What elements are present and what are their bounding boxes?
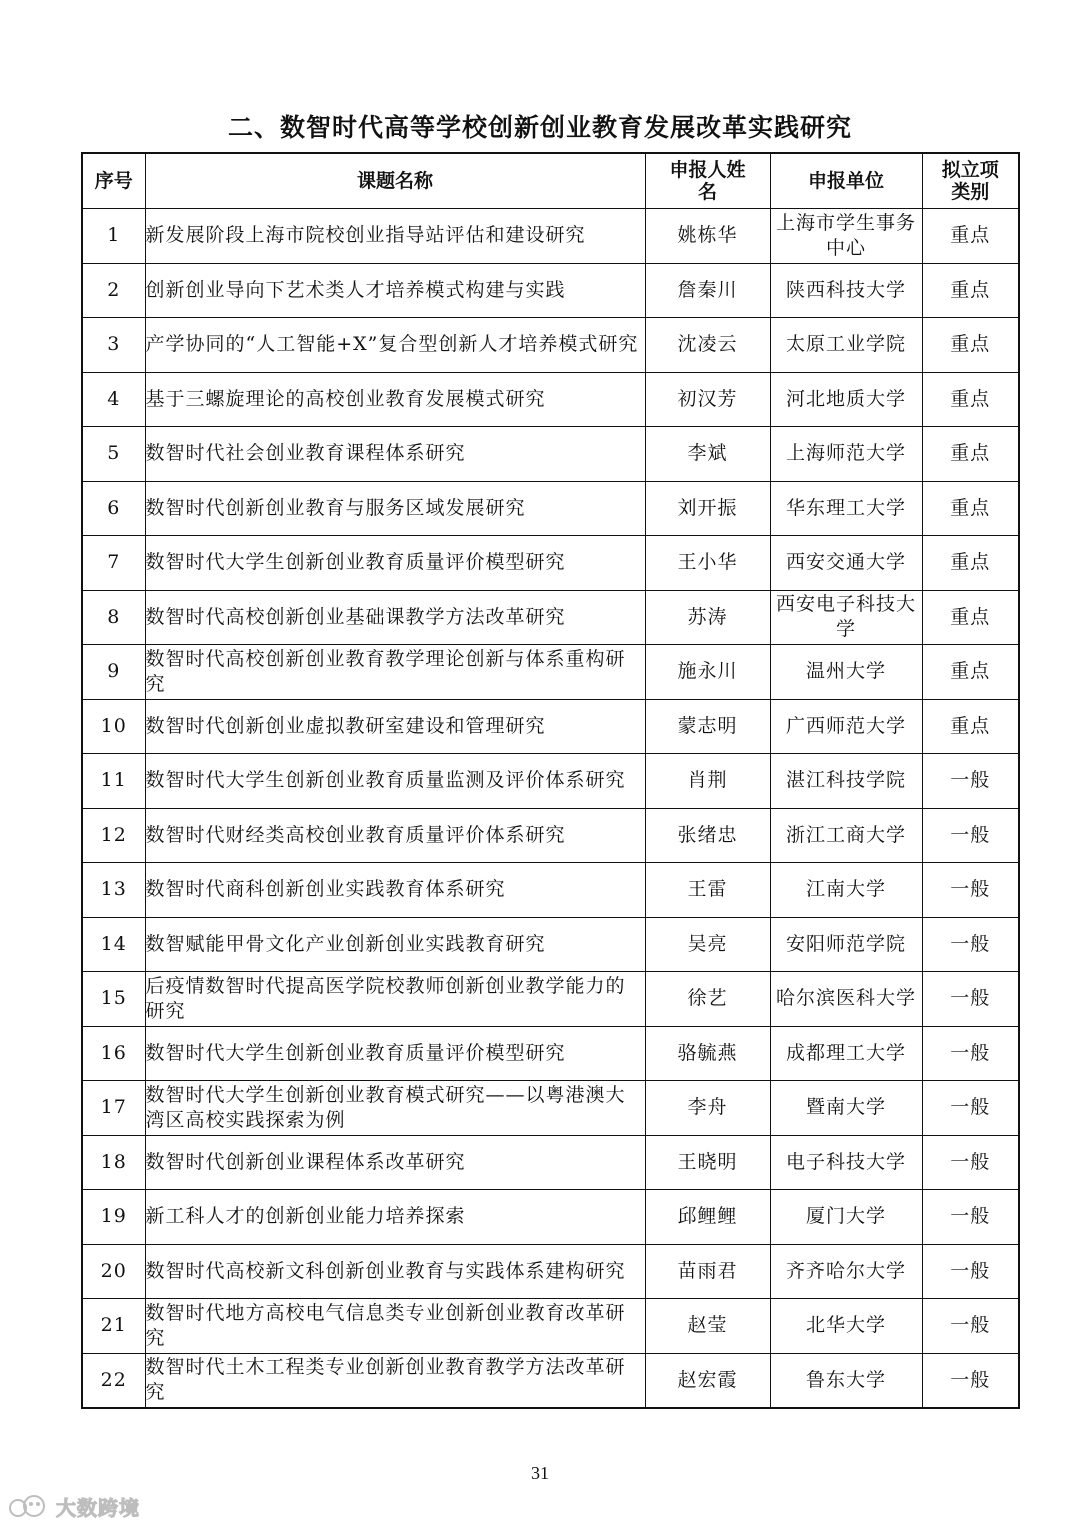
category-cell: 一般 — [922, 1244, 1019, 1299]
serial-cell: 5 — [82, 427, 145, 482]
table-row — [82, 1299, 1019, 1354]
topic-cell: 数智时代大学生创新创业教育质量评价模型研究 — [145, 536, 645, 591]
category-cell: 一般 — [922, 917, 1019, 972]
serial-cell: 19 — [82, 1190, 145, 1245]
table-row — [82, 808, 1019, 863]
unit-cell: 北华大学 — [770, 1299, 922, 1354]
category-cell: 重点 — [922, 427, 1019, 482]
topic-cell: 数智时代创新创业教育与服务区域发展研究 — [145, 481, 645, 536]
topic-cell: 数智时代高校创新创业教育教学理论创新与体系重构研究 — [145, 645, 645, 700]
watermark-text: 大数跨境 — [56, 1495, 140, 1520]
table-row — [82, 372, 1019, 427]
header-applicant: 申报人姓名 — [645, 153, 770, 209]
serial-cell: 15 — [82, 972, 145, 1027]
unit-cell: 河北地质大学 — [770, 372, 922, 427]
unit-cell: 安阳师范学院 — [770, 917, 922, 972]
project-table — [81, 152, 1020, 1409]
table-row — [82, 590, 1019, 645]
topic-cell: 数智时代社会创业教育课程体系研究 — [145, 427, 645, 482]
applicant-cell: 苏涛 — [645, 590, 770, 645]
applicant-cell: 李斌 — [645, 427, 770, 482]
topic-cell: 数智赋能甲骨文化产业创新创业实践教育研究 — [145, 917, 645, 972]
table-row — [82, 863, 1019, 918]
table-row — [82, 318, 1019, 373]
serial-cell: 10 — [82, 699, 145, 754]
category-cell: 重点 — [922, 209, 1019, 264]
table-row — [82, 427, 1019, 482]
unit-cell: 哈尔滨医科大学 — [770, 972, 922, 1027]
serial-cell: 18 — [82, 1135, 145, 1190]
table-row — [82, 536, 1019, 591]
topic-cell: 创新创业导向下艺术类人才培养模式构建与实践 — [145, 263, 645, 318]
unit-cell: 太原工业学院 — [770, 318, 922, 373]
topic-cell: 数智时代财经类高校创业教育质量评价体系研究 — [145, 808, 645, 863]
category-cell: 一般 — [922, 1135, 1019, 1190]
serial-cell: 17 — [82, 1081, 145, 1136]
table-row — [82, 972, 1019, 1027]
category-cell: 一般 — [922, 1353, 1019, 1408]
table-row — [82, 263, 1019, 318]
table-row — [82, 754, 1019, 809]
topic-cell: 数智时代大学生创新创业教育质量评价模型研究 — [145, 1026, 645, 1081]
watermark — [8, 1491, 140, 1521]
table-header-row — [82, 153, 1019, 209]
table-row — [82, 1026, 1019, 1081]
table-row — [82, 209, 1019, 264]
applicant-cell: 李舟 — [645, 1081, 770, 1136]
applicant-cell: 苗雨君 — [645, 1244, 770, 1299]
category-cell: 重点 — [922, 536, 1019, 591]
applicant-cell: 王小华 — [645, 536, 770, 591]
table-row — [82, 481, 1019, 536]
serial-cell: 21 — [82, 1299, 145, 1354]
topic-cell: 新工科人才的创新创业能力培养探索 — [145, 1190, 645, 1245]
applicant-cell: 张绪忠 — [645, 808, 770, 863]
category-cell: 重点 — [922, 481, 1019, 536]
topic-cell: 数智时代商科创新创业实践教育体系研究 — [145, 863, 645, 918]
unit-cell: 温州大学 — [770, 645, 922, 700]
topic-cell: 数智时代创新创业课程体系改革研究 — [145, 1135, 645, 1190]
serial-cell: 13 — [82, 863, 145, 918]
unit-cell: 湛江科技学院 — [770, 754, 922, 809]
unit-cell: 成都理工大学 — [770, 1026, 922, 1081]
page-number: 31 — [531, 1463, 549, 1483]
serial-cell: 12 — [82, 808, 145, 863]
watermark-logo-icon — [8, 1493, 50, 1519]
unit-cell: 鲁东大学 — [770, 1353, 922, 1408]
applicant-cell: 初汉芳 — [645, 372, 770, 427]
applicant-cell: 刘开振 — [645, 481, 770, 536]
page-title: 二、数智时代高等学校创新创业教育发展改革实践研究 — [227, 113, 852, 142]
applicant-cell: 王雷 — [645, 863, 770, 918]
applicant-cell: 詹秦川 — [645, 263, 770, 318]
serial-cell: 3 — [82, 318, 145, 373]
serial-cell: 20 — [82, 1244, 145, 1299]
applicant-cell: 徐艺 — [645, 972, 770, 1027]
category-cell: 重点 — [922, 263, 1019, 318]
table-row — [82, 1135, 1019, 1190]
applicant-cell: 肖荆 — [645, 754, 770, 809]
serial-cell: 4 — [82, 372, 145, 427]
unit-cell: 暨南大学 — [770, 1081, 922, 1136]
topic-cell: 产学协同的“人工智能+X”复合型创新人才培养模式研究 — [145, 318, 645, 373]
topic-cell: 后疫情数智时代提高医学院校教师创新创业教学能力的研究 — [145, 972, 645, 1027]
unit-cell: 浙江工商大学 — [770, 808, 922, 863]
unit-cell: 陕西科技大学 — [770, 263, 922, 318]
unit-cell: 江南大学 — [770, 863, 922, 918]
serial-cell: 16 — [82, 1026, 145, 1081]
header-unit: 申报单位 — [770, 153, 922, 209]
table-row — [82, 645, 1019, 700]
category-cell: 一般 — [922, 1081, 1019, 1136]
header-serial: 序号 — [82, 153, 145, 209]
topic-cell: 基于三螺旋理论的高校创业教育发展模式研究 — [145, 372, 645, 427]
applicant-cell: 施永川 — [645, 645, 770, 700]
unit-cell: 上海市学生事务中心 — [770, 209, 922, 264]
topic-cell: 数智时代地方高校电气信息类专业创新创业教育改革研究 — [145, 1299, 645, 1354]
category-cell: 一般 — [922, 1026, 1019, 1081]
applicant-cell: 赵宏霞 — [645, 1353, 770, 1408]
applicant-cell: 赵莹 — [645, 1299, 770, 1354]
serial-cell: 22 — [82, 1353, 145, 1408]
serial-cell: 1 — [82, 209, 145, 264]
category-cell: 一般 — [922, 972, 1019, 1027]
unit-cell: 西安交通大学 — [770, 536, 922, 591]
topic-cell: 数智时代大学生创新创业教育质量监测及评价体系研究 — [145, 754, 645, 809]
applicant-cell: 蒙志明 — [645, 699, 770, 754]
unit-cell: 西安电子科技大学 — [770, 590, 922, 645]
table-row — [82, 1190, 1019, 1245]
unit-cell: 电子科技大学 — [770, 1135, 922, 1190]
table-row — [82, 1244, 1019, 1299]
serial-cell: 11 — [82, 754, 145, 809]
unit-cell: 上海师范大学 — [770, 427, 922, 482]
serial-cell: 9 — [82, 645, 145, 700]
topic-cell: 数智时代大学生创新创业教育模式研究——以粤港澳大湾区高校实践探索为例 — [145, 1081, 645, 1136]
category-cell: 一般 — [922, 863, 1019, 918]
table-row — [82, 699, 1019, 754]
serial-cell: 14 — [82, 917, 145, 972]
unit-cell: 广西师范大学 — [770, 699, 922, 754]
header-category: 拟立项类别 — [922, 153, 1019, 209]
topic-cell: 新发展阶段上海市院校创业指导站评估和建设研究 — [145, 209, 645, 264]
header-topic: 课题名称 — [145, 153, 645, 209]
category-cell: 重点 — [922, 318, 1019, 373]
topic-cell: 数智时代高校创新创业基础课教学方法改革研究 — [145, 590, 645, 645]
category-cell: 一般 — [922, 1190, 1019, 1245]
applicant-cell: 吴亮 — [645, 917, 770, 972]
applicant-cell: 邱鲤鲤 — [645, 1190, 770, 1245]
unit-cell: 厦门大学 — [770, 1190, 922, 1245]
table-row — [82, 1353, 1019, 1408]
applicant-cell: 王晓明 — [645, 1135, 770, 1190]
applicant-cell: 骆毓燕 — [645, 1026, 770, 1081]
category-cell: 重点 — [922, 590, 1019, 645]
serial-cell: 6 — [82, 481, 145, 536]
serial-cell: 2 — [82, 263, 145, 318]
table-row — [82, 917, 1019, 972]
unit-cell: 华东理工大学 — [770, 481, 922, 536]
category-cell: 重点 — [922, 372, 1019, 427]
category-cell: 一般 — [922, 1299, 1019, 1354]
category-cell: 一般 — [922, 808, 1019, 863]
topic-cell: 数智时代高校新文科创新创业教育与实践体系建构研究 — [145, 1244, 645, 1299]
category-cell: 一般 — [922, 754, 1019, 809]
topic-cell: 数智时代土木工程类专业创新创业教育教学方法改革研究 — [145, 1353, 645, 1408]
topic-cell: 数智时代创新创业虚拟教研室建设和管理研究 — [145, 699, 645, 754]
applicant-cell: 姚栋华 — [645, 209, 770, 264]
serial-cell: 8 — [82, 590, 145, 645]
unit-cell: 齐齐哈尔大学 — [770, 1244, 922, 1299]
applicant-cell: 沈凌云 — [645, 318, 770, 373]
category-cell: 重点 — [922, 699, 1019, 754]
table-row — [82, 1081, 1019, 1136]
category-cell: 重点 — [922, 645, 1019, 700]
serial-cell: 7 — [82, 536, 145, 591]
